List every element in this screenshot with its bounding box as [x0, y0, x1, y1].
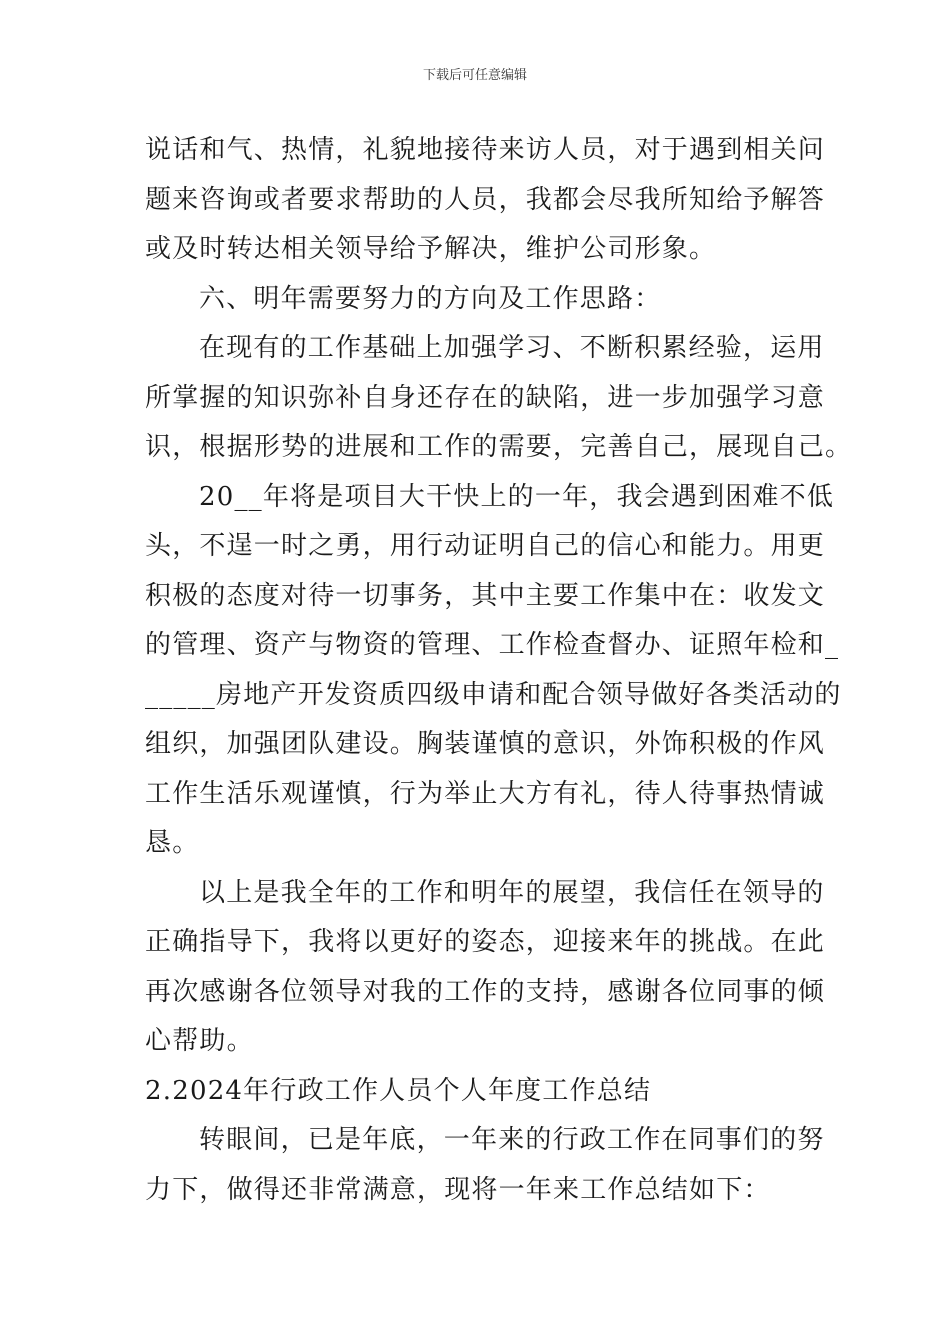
text-line: 所掌握的知识弥补自身还存在的缺陷，进一步加强学习意: [145, 382, 826, 413]
text-line: 转眼间，已是年底，一年来的行政工作在同事们的努: [199, 1125, 825, 1155]
page-header: 下载后可任意编辑: [422, 68, 527, 83]
text-line: _____房地产开发资质四级申请和配合领导做好各类活动的: [145, 679, 842, 710]
text-line: 工作生活乐观谨慎，行为举止大方有礼，待人待事热情诚: [145, 778, 826, 809]
text-line: 的管理、资产与物资的管理、工作检查督办、证照年检和_: [145, 630, 840, 660]
document-body: [145, 126, 853, 1215]
paragraph: [145, 324, 853, 473]
text-line: 正确指导下，我将以更好的姿态，迎接来年的挑战。在此: [145, 927, 826, 957]
text-line: 或及时转达相关领导给予解决，维护公司形象。: [145, 234, 717, 264]
text-line: 2.2024年行政工作人员个人年度工作总结: [145, 1075, 652, 1106]
text-line: 心帮助。: [145, 1026, 254, 1056]
paragraph: [145, 1116, 825, 1215]
text-line: 头，不逞一时之勇，用行动证明自己的信心和能力。用更: [145, 531, 826, 561]
text-line: 识，根据形势的进展和工作的需要，完善自己，展现自己。: [145, 432, 853, 462]
paragraph: [145, 869, 826, 1067]
text-line: 恳。: [145, 828, 200, 858]
paragraph: [145, 473, 842, 869]
section-title: [145, 1067, 810, 1117]
text-line: 力下，做得还非常满意，现将一年来工作总结如下：: [145, 1174, 771, 1205]
text-line: 说话和气、热情，礼貌地接待来访人员，对于遇到相关问: [145, 135, 826, 165]
text-line: 组织，加强团队建设。胸装谨慎的意识，外饰积极的作风: [145, 729, 826, 759]
text-line: 题来咨询或者要求帮助的人员，我都会尽我所知给予解答: [145, 184, 826, 215]
text-line: 在现有的工作基础上加强学习、不断积累经验，运用: [199, 333, 825, 363]
text-line: 再次感谢各位领导对我的工作的支持，感谢各位同事的倾: [145, 976, 826, 1007]
text-line: 20__年将是项目大干快上的一年，我会遇到困难不低: [199, 481, 835, 512]
text-line: 积极的态度对待一切事务，其中主要工作集中在：收发文: [145, 580, 826, 611]
paragraph: [145, 126, 826, 275]
section-heading: [145, 275, 810, 325]
text-line: 六、明年需要努力的方向及工作思路：: [199, 283, 662, 314]
text-line: 以上是我全年的工作和明年的展望，我信任在领导的: [199, 877, 825, 908]
